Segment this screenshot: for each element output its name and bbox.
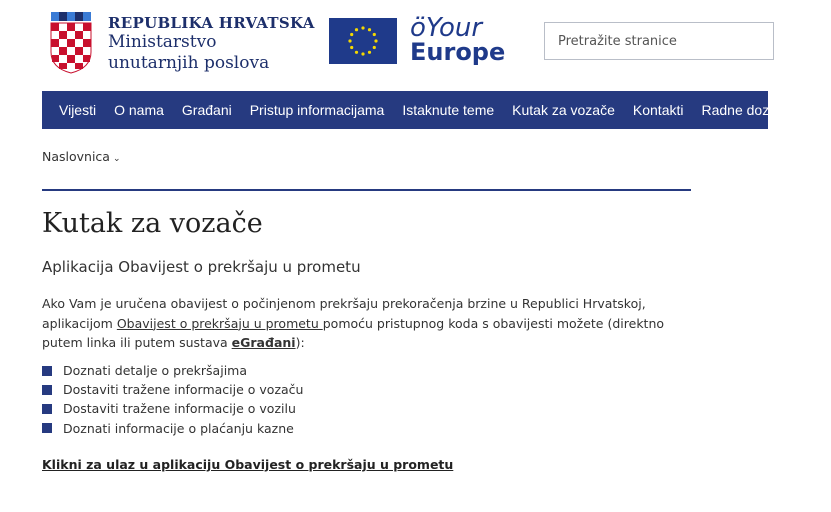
your-europe-line2: Europe — [410, 38, 506, 66]
nav-item-gradani[interactable]: Građani — [181, 102, 232, 118]
nav-item-truncated[interactable]: S — [812, 102, 823, 118]
chevron-down-icon[interactable]: ⌄ — [112, 154, 121, 164]
intro-text-1: Ako Vam je uručena obavijest o počinjenom prekršaju prekoračenja brzine u Republici Hrvatskoj, aplikacijom — [42, 296, 646, 331]
breadcrumb-home[interactable]: Naslovnica — [42, 149, 110, 164]
nav-item-vijesti[interactable]: Vijesti — [59, 102, 97, 118]
intro-text-3: ): — [295, 335, 305, 350]
ministry-title-line2: unutarnjih poslova — [108, 53, 270, 73]
nav-item-o-nama[interactable]: O nama — [114, 102, 164, 118]
nav-item-istaknute-teme[interactable]: Istaknute teme — [402, 102, 495, 118]
intro-text-2: pomoću pristupnog koda s obavijesti možete (direktno putem linka ili putem sustava — [42, 315, 665, 350]
egradani-link[interactable]: eGrađani — [231, 335, 296, 350]
main-navigation — [42, 91, 823, 129]
list-item: Doznati detalje o prekršajima — [42, 361, 303, 380]
list-item: Dostaviti tražene informacije o vozaču — [42, 380, 303, 399]
eu-flag-icon — [329, 18, 397, 64]
nav-item-kontakti[interactable]: Kontakti — [632, 102, 684, 118]
intro-paragraph — [42, 294, 692, 353]
smile-icon: ö — [410, 13, 426, 43]
bullet-square-icon — [42, 366, 52, 376]
nav-item-kutak-za-vozace[interactable]: Kutak za vozače — [512, 102, 615, 118]
nav-item-pristup-informacijama[interactable]: Pristup informacijama — [249, 102, 385, 118]
app-inline-link[interactable]: Obavijest o prekršaju u prometu — [116, 315, 323, 331]
bullet-square-icon — [42, 385, 52, 395]
ministry-country: REPUBLIKA HRVATSKA — [108, 14, 315, 32]
breadcrumb[interactable] — [42, 149, 121, 164]
search-input[interactable] — [544, 22, 774, 60]
section-divider — [42, 189, 691, 191]
list-item: Dostaviti tražene informacije o vozilu — [42, 399, 303, 418]
ministry-title-line1: Ministarstvo — [108, 32, 217, 52]
app-entry-link[interactable]: Klikni za ulaz u aplikaciju Obavijest o prekršaju u prometu — [42, 457, 454, 472]
feature-list — [42, 361, 303, 438]
bullet-square-icon — [42, 423, 52, 433]
list-item: Doznati informacije o plaćanju kazne — [42, 419, 303, 438]
ministry-name[interactable] — [108, 14, 315, 74]
page-title: Kutak za vozače — [42, 208, 263, 239]
your-europe-line1: öYour — [410, 13, 483, 43]
bullet-square-icon — [42, 404, 52, 414]
croatian-coat-of-arms-logo — [48, 12, 94, 74]
nav-item-radne-dozvole[interactable]: Radne dozvole — [701, 102, 795, 118]
page-subtitle: Aplikacija Obavijest o prekršaju u prometu — [42, 258, 361, 276]
your-europe-logo[interactable] — [410, 14, 505, 64]
